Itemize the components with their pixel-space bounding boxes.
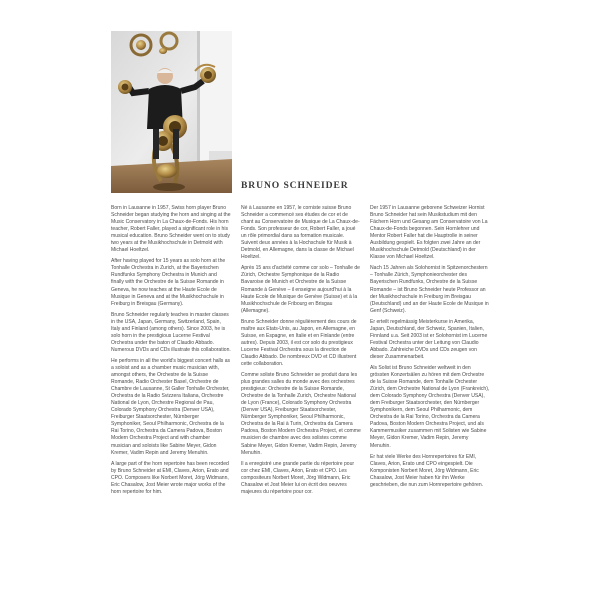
german-biography-column [370,205,490,493]
musician-with-horns-photo [111,31,232,193]
biography-paragraph: Il a enregistré une grande partie du répertoire pour cor chez EMI, Claves, Arion, Erato et CPO. Les compositeurs Norbert Moret, Jörg Widmann, Eric Chasalow et Jost Meier lui on écrit des oeuvres majeures du répertoire pour cor. [241,460,355,495]
biography-paragraph: A large part of the horn repertoire has been recorded by Bruno Schneider at EMI, Claves, Arion, Erato and CPO. Composers like Norbert Moret, Jörg Widmann, Eric Chasalow, Jost Meier wrote major works of the horn repertoire for him. [111,460,229,495]
biography-paragraph: Bruno Schneider regularly teaches in master classes in the USA, Japan, Germany, Switzerland, Spain, Italy and Finland (among others). Since 2003, he is solo horn in the prestigious Lucerne Festival Orchestra under the baton of Claudio Abbado. Numerous DVDs and CDs illustrate this collaboration. [111,311,231,353]
biography-paragraph: Nach 15 Jahren als Solohornist in Spitzenorchestern – Tonhalle Zürich, Symphonieorchester des Bayerischen Rundfunks, Orchestre de la Suisse Romande – ist Bruno Schneider heute Professor an der Musikhochschule in Freiburg im Breisgau (Deutschland) und an der Haute Ecole de Musique in Genf (Schweiz). [370,265,489,314]
biography-paragraph: Als Solist ist Bruno Schneider weltweit in den grössten Konzertsälen zu hören mit dem Orchestre de la Suisse Romande, dem Tonhalle Orchester Zürich, dem Orchestre National de Lyon (Frankreich), dem Colorado Symphony Orchestra (Denver USA), dem Freiburger Staatsorchester, den Nürnberger Symphonikern, dem Seoul Philharmonic, dem Orchestra de la Rai Torino, Orchestra da Camera Padova, Boston Modern Orchestra Project, und als Kammermusiker zusammen mit Solisten wie Sabine Meyer, Gidon Kremer, Vadim Repin, Jeremy Menuhin. [370,364,490,449]
biography-paragraph: Der 1957 in Lausanne geborene Schweizer Hornist Bruno Schneider hat sein Musikstudium mit den Fächern Horn und Gesang am Conservatoire von La Chaux-de-Fonds begonnen. Sein Hornlehrer und Mentor Robert Faller hat die Hauptrolle in seiner Ausbildung gespielt. Es folgten zwei Jahre an der Musikhochschule Detmold (Deutschland) in der Klasse von Michael Hoeltzel. [370,205,488,261]
page-title: BRUNO SCHNEIDER [241,180,349,191]
musician-photo [111,31,232,193]
biography-paragraph: After having played for 15 years as solo horn at the Tonhalle Orchestra in Zurich, at the Bayerischen Rundfunks Symphony Orchestra in Munich and finally with the Orchestre de la Suisse Romande in Geneva, he now teaches at the Haute Ecole de Musique in Geneva and at the Musikhochschule in Freiburg in Breisgau (Germany). [111,258,226,307]
biography-paragraph: Er erteilt regelmässig Meisterkurse in Amerika, Japan, Deutschland, der Schweiz, Spanien, Italien, Finnland u.a. Seit 2003 ist er Solohornist im Lucerne Festival Orchestra unter der Leitung von Claudio Abbado. Zahlreiche DVDs und CDs zeugen von dieser Zusammenarbeit. [370,318,488,360]
biography-paragraph: He performs in all the world's biggest concert halls as a soloist and as a chamber music musician with, amongst others, the Orchestre de la Suisse Romande, Radio Orchester Basel, Orchestre de Chambre de Lausanne, St Galler Tonhalle Orchester, Orchestra de la Radio Svizzera Italiana, Orchestre National de Lyon, Orchestre Regional de Pau, Colorado Symphony Orchestra (Denver USA), Freiburger Staatsorchester, Nürnberger Symphoniker, Seoul Philharmonic, Orchestra de la Rai Torino, Orchestra da Camera Padova, Boston Modern Orchestra Project and with chamber musician and soloists like Sabine Meyer, Gidon Kremer, Vadim Repin and Jeremy Menuhin. [111,357,231,456]
biography-paragraph: Bruno Schneider donne régulièrement des cours de maître aux Etats-Unis, au Japon, en Allemagne, en Suisse, en Espagne, en Italie et en Finlande (entre autres). Depuis 2003, il est cor solo du prestigieux Lucerne Festival Orchestra sous la direction de Claudio Abbado. De nombreux DVD et CD illustrent cette collaboration. [241,318,357,367]
english-biography-column [111,205,231,500]
biography-paragraph: Comme soliste Bruno Schneider se produit dans les plus grandes salles du monde avec des orchestres prestigieux: Orchestre de la Suisse Romande, Orchestre de la Tonhalle Zurich, Orchestre National de Lyon (France), Colorado Symphony Orchestra (Denver USA), Freiburger Staatsorchester, Nürnberger Symphoniker, Seoul Philharmonic, Orchestra de la Rai à Turin, Orchestra da Camera Padova, Boston Modern Orchestra Project, et comme musicien de chambre avec des solistes comme Sabine Meyer, Gidon Kremer, Vadim Repin, Jeremy Menuhin. [241,372,361,456]
biography-paragraph: Er hat viele Werke des Hornrepertoires für EMI, Claves, Arion, Erato und CPO eingespielt. Die Komponisten Norbert Moret, Jörg Widmann, Eric Chasalow, Jost Meier haben für ihn Werke geschrieben, die nun zum Hornrepertoire gehören. [370,453,484,488]
biography-paragraph: Né à Lausanne en 1957, le corniste suisse Bruno Schneider a commencé ses études de cor et de chant au Conservatoire de Musique de La Chaux-de-Fonds. Son professeur de cor, Robert Faller, a joué un rôle primordial dans sa formation musicale. Suivent deux années à la Hochschule für Musik à Detmold, en Allemagne, dans la classe de Michael Hoeltzel. [241,205,360,261]
biography-paragraph: Born in Lausanne in 1957, Swiss horn player Bruno Schneider began studying the horn and singing at the Music Conservatory in La Chaux-de-Fonds. His horn teacher, Robert Faller, played a significant role in his musical education. Bruno Schneider went on to study two years at the Musikhochschule in Detmold with Michael Hoeltzel. [111,205,231,254]
biography-paragraph: Après 15 ans d'activité comme cor solo – Tonhalle de Zürich, Orchestre Symphonique de la Radio Bavaroise de Munich et Orchestre de la Suisse Romande à Genève – il enseigne aujourd'hui à la Haute Ecole de Musique de Genève (Suisse) et à la Musikhochschule de Fribourg en Brisgau (Allemagne). [241,265,360,314]
french-biography-column [241,205,361,500]
